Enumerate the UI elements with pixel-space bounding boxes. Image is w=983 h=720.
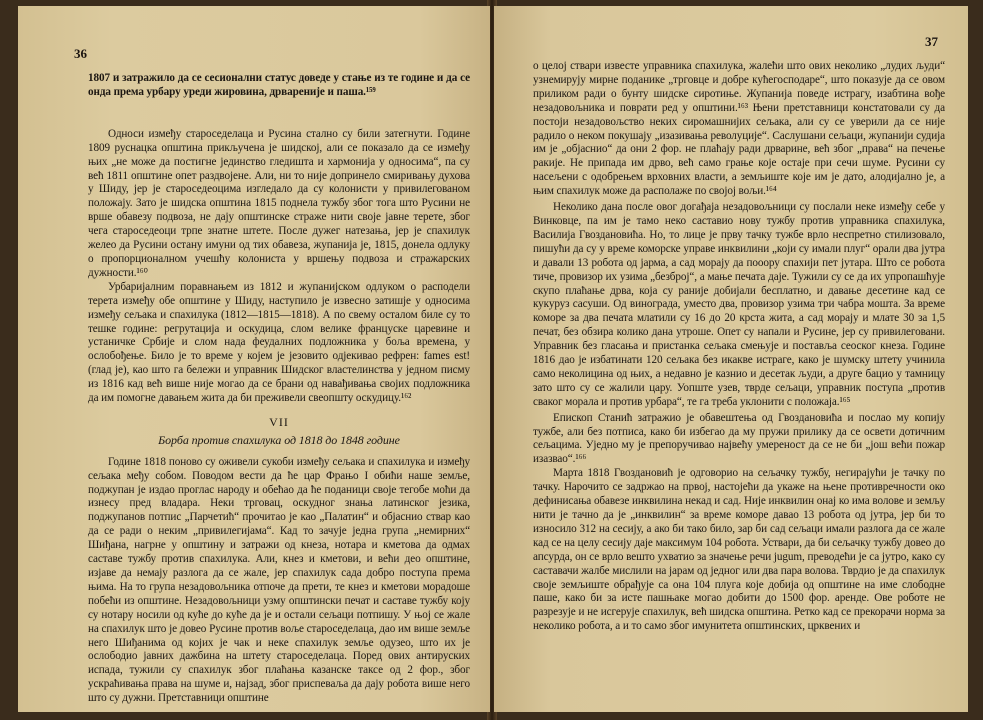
chapter-number: VII (269, 414, 289, 429)
right-page-number: 37 (925, 34, 938, 49)
left-page-body (88, 72, 470, 706)
left-page-number: 36 (74, 46, 87, 61)
right-paragraph-4: Марта 1818 Гвоздановић је одговорио на сељачку тужбу, негирајући је тачку по тачку. Нарочито се задржао на првој, настојећи да укаже на њене противречности око дефинисања обавезе инквилина некад и сад. Није инквилин онај ко има волове и земљу нити је тачно да је „инквилин“ за време коморе давао 13 робота од јутра, јер би то износило 312 на сесију, а ако би тако било, зар би сад сељаци имали разлога да се жале кад се на целу сесију даје максимум 104 робота. Уствари, да би сељачку тужбу довео до апсурда, он се врло вешто ухватио за значење речи jugum, преводећи је са јутро, како су саставачи жалбе мислили на јарам од једног или два пара волова. Тврдио је да спахилук своје земљиште обрађује са она 104 плуга које добија од општине на име слободне паше, како би за исте пашњаке могао добити до 1500 фор. аренде. Ове роботе не разрезује и не исгерује спахилук, већ шидска општина. Ретко кад се прекорачи норма за неколико робота, а и то само због имунитета општинских, црквених и (533, 467, 945, 633)
chapter-title: Борба против спахилука од 1818 до 1848 године (158, 432, 400, 447)
left-paragraph-2: Односи између староседелаца и Русина стално су били затегнути. Године 1809 руснацка општина прикључена је шидској, али се показало да се између њих „не може да постигне јединство гледишта и хармонија у односима“, па су већ 1811 општине опет раздвојене. Али, ни то није допринело смиривању духова у Шиду, јер је староседеоцима изгледало да су колонисти у привилегованом положају. Зато је шидска општина 1815 поднела тужбу због тога што Русини не врше обавезу подвоза, не дају општинске страже нити своје јавне терете, због чега староседеоци трпе знатне штете. После дужег натезања, јер је спахилук желео да Русини остану имуни од тих обавеза, жупанија је, 1815, донела одлуку о пропорционалном учешћу колониста у вршењу подвоза и стражарских дужности.¹⁶⁰ (88, 127, 470, 279)
right-page-body (533, 60, 945, 634)
right-paragraph-2: Неколико дана после овог догађаја незадовољници су послали неке између себе у Винковце, па им је тамо неко саставио нову тужбу против управника спахилука, Василија Гвоздановића. Но, то лице је прву тачку тужбе врло неспретно стилизовало, пишући да су у време коморске управе инквилини „који су имали плуг“ орали два јутра и давали 13 робота од јарма, а сад морају да пооору спахији пет јутара. Што се робота тиче, провизор их узима „безброј“, а мање печата даје. Тужили су се да их упропашћује скупо плаћање дрва, која су раније добијали бесплатно, и давање десетине кад се кукуруз сасуши. Од винограда, уместо два, провизор узима три чабра мошта. За време коморе за два печата млатили су 16 до 20 крста жита, а сад морају и млате 30 за 1,5 печат, без обзира колико дана утроше. Опет су напали и Русине, јер су привилеговани. Управник без гласања и пристанка сељака смењује и поставља сеоског кнеза. Године 1816 дао је избатинати 120 сељака без икакве истраге, како је шумску штету учинила само неколицина од њих, а недавно је казнио и десетак људи, а друге бацио у тамницу зато што су се жалили цару. Уопште узев, тврде сељаци, управник поступа „против сваког морала и против урбара“, те га треба уклонити с положаја.¹⁶⁵ (533, 201, 945, 408)
right-paragraph-3: Епископ Станић затражио је обавештења од Гвоздановића и послао му копију тужбе, али без потписа, како би избегао да му пружи прилику да се освети дотичним сељацима. Уједно му је препоручивао највећу умереност да се не би „још већи пожар изазвао“.¹⁶⁶ (533, 411, 945, 466)
left-paragraph-3: Урбаријалним поравнањем из 1812 и жупанијском одлуком о расподели терета између обе општине у Шиду, наступило је извесно затишје у односима између сељака и спахилука (1812—1815—1818). А по свему осталом биле су то тешке године: регрутација и оскудица, слом велике француске царевине и устаничке Србије и слом нада феудалних подложника у боља времена, у ослобођење. Било је то време у којем је језовито одјекивао рефрен: fames est! (глад је), као што га бележи и управник Шидског властелинства у једном писму из 1816 кад већ више није могао да се брани од навађивања својих подложника да им помогне давањем жита да би преживели свеопшту оскудицу.¹⁶² (88, 280, 470, 405)
left-paragraph-1: 1807 и затражило да се сесионални статус доведе у стање из те године и да се онда према урбару уреди жировина, дрвареније и паша.¹⁵⁹ (88, 72, 470, 98)
right-paragraph-1: о целој ствари известе управника спахилука, жалећи што ових неколико „лудих људи“ узнемирују мирне поданике „трговце и добре кућегосподаре“, што показује да се овом приликом ради о бунту шидске сиротиње. Жупанија поведе истрагу, изабтина вође незадовољника и поврати ред у општини.¹⁶³ Њени претставници констатовали су да постоји незадовољство неких сиромашнијих сељака, али су се уверили да се није радило о неком покушају „изазивања револуције“. Саслушани сељаци, жупанији судија им је „објаснио“ да они 2 фор. не плаћају ради дрварине, већ због „права“ на печење ракије. Не припада им дрво, већ само грање које остаје при сечи шуме. Русини су насељени с одобрењем врховних власти, а земљиште које им је дато, алодијално је, а њим спахилук може да располаже по својој вољи.¹⁶⁴ (533, 60, 945, 198)
left-chapter-paragraph-1: Године 1818 поново су оживели сукоби између сељака и спахилука и између сељака међу собом. Поводом вести да ће цар Фрањо I обићи наше земље, поджупан је издао проглас народу и обећао да ће поданици своје тегобе моћи да изнесу пред владара. Неки трговац, оскудног знања латинског језика, поджупанов потпис „Парчетић“ прочитао је као „Палатин“ и објаснио ствар као да се ради о неким „привилегијама“. Кад то зачује једна група „немирних“ Шиђана, нагрне у општину и затражи од кнеза, нотара и кметова да одмах саставе тужбу против спахилука. Али, кнез и кметови, и већи део општине, изјаве да немају разлога да се жале, јер спахилук сада добро поступа према њима. На то група незадовољника отпоче да прети, те кнез и кметови морадоше побећи из општине. Незадовољници узму општински печат и саставе тужбу коју су нотару носили од куће до куће да је и остали сељаци потпишу. У њој се жале на спахилук што је довео Русине против воље староседелаца, дао им више земље него Шиђанима од којих је чак и неке спахилук земље одузео, што их је ослободио јавних дажбина на штету староседелаца. Поред ових антируских испада, тужили су спахилук због плаћања казанске таксе од 2 фор., због ускраћивања права на шуме и, најзад, због приспеваља да дају робота више него што су дужни. Претставници општине (88, 455, 470, 705)
